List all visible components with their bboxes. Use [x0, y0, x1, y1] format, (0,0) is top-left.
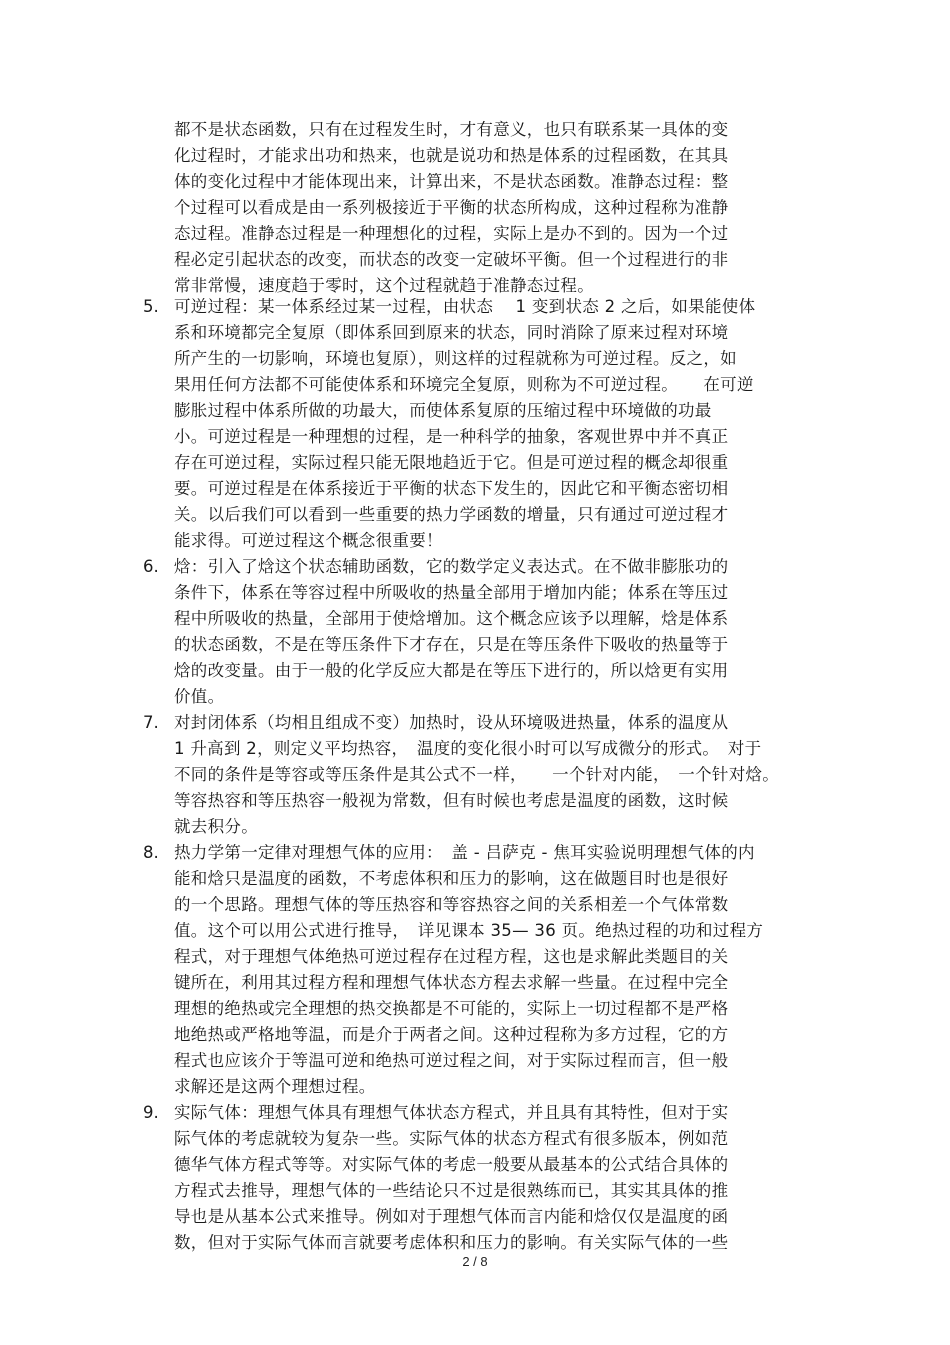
text-line: 价值。 — [174, 687, 225, 706]
list-number: 8. — [143, 843, 159, 862]
text-line: 所产生的一切影响，环境也复原），则这样的过程就称为可逆过程。反之，如 — [174, 349, 737, 368]
text-line: 个过程可以看成是由一系列极接近于平衡的状态所构成，这种过程称为准静 — [174, 198, 729, 217]
text-line: 对封闭体系（均相且组成不变）加热时，设从环境吸进热量，体系的温度从 — [174, 713, 729, 732]
list-number: 6. — [143, 557, 159, 576]
text-line: 果用任何方法都不可能使体系和环境完全复原，则称为不可逆过程。 在可逆 — [174, 375, 754, 394]
text-line: 际气体的考虑就较为复杂一些。实际气体的状态方程式有很多版本，例如范 — [174, 1129, 729, 1148]
text-line: 等容热容和等压热容一般视为常数，但有时候也考虑是温度的函数，这时候 — [174, 791, 729, 810]
text-line: 方程式去推导，理想气体的一些结论只不过是很熟练而已，其实其具体的推 — [174, 1181, 729, 1200]
list-number: 7. — [143, 713, 159, 732]
text-line: 可逆过程：某一体系经过某一过程，由状态 1 变到状态 2 之后，如果能使体 — [174, 297, 756, 316]
list-number: 5. — [143, 297, 159, 316]
text-line: 的一个思路。理想气体的等压热容和等容热容之间的关系相差一个气体常数 — [174, 895, 729, 914]
text-line: 德华气体方程式等等。对实际气体的考虑一般要从最基本的公式结合具体的 — [174, 1155, 729, 1174]
text-line: 膨胀过程中体系所做的功最大，而使体系复原的压缩过程中环境做的功最 — [174, 401, 712, 420]
text-line: 都不是状态函数，只有在过程发生时，才有意义，也只有联系某一具体的变 — [174, 120, 729, 139]
text-line: 导也是从基本公式来推导。例如对于理想气体而言内能和焓仅仅是温度的函 — [174, 1207, 729, 1226]
text-line: 化过程时，才能求出功和热来，也就是说功和热是体系的过程函数，在其具 — [174, 146, 729, 165]
text-line: 要。可逆过程是在体系接近于平衡的状态下发生的，因此它和平衡态密切相 — [174, 479, 729, 498]
text-line: 体的变化过程中才能体现出来，计算出来，不是状态函数。准静态过程：整 — [174, 172, 729, 191]
text-line: 不同的条件是等容或等压条件是其公式不一样， 一个针对内能， 一个针对焓。 — [174, 765, 780, 784]
text-line: 能求得。可逆过程这个概念很重要！ — [174, 531, 443, 550]
text-line: 条件下，体系在等容过程中所吸收的热量全部用于增加内能；体系在等压过 — [174, 583, 729, 602]
text-line: 程必定引起状态的改变，而状态的改变一定破坏平衡。但一个过程进行的非 — [174, 250, 729, 269]
text-line: 程中所吸收的热量，全部用于使焓增加。这个概念应该予以理解，焓是体系 — [174, 609, 729, 628]
text-line: 键所在，利用其过程方程和理想气体状态方程去求解一些量。在过程中完全 — [174, 973, 729, 992]
text-line: 实际气体：理想气体具有理想气体状态方程式，并且具有其特性，但对于实 — [174, 1103, 729, 1122]
text-line: 求解还是这两个理想过程。 — [174, 1077, 376, 1096]
page-number: 2 / 8 — [462, 1254, 488, 1269]
text-line: 焓：引入了焓这个状态辅助函数，它的数学定义表达式。在不做非膨胀功的 — [174, 557, 729, 576]
text-line: 的状态函数，不是在等压条件下才存在，只是在等压条件下吸收的热量等于 — [174, 635, 729, 654]
list-number: 9. — [143, 1103, 159, 1122]
text-line: 地绝热或严格地等温，而是介于两者之间。这种过程称为多方过程，它的方 — [174, 1025, 729, 1044]
text-line: 值。这个可以用公式进行推导， 详见课本 35— 36 页。绝热过程的功和过程方 — [174, 921, 764, 940]
text-line: 理想的绝热或完全理想的热交换都是不可能的，实际上一切过程都不是严格 — [174, 999, 729, 1018]
text-line: 常非常慢，速度趋于零时，这个过程就趋于准静态过程。 — [174, 276, 594, 295]
text-line: 程式，对于理想气体绝热可逆过程存在过程方程，这也是求解此类题目的关 — [174, 947, 729, 966]
text-line: 程式也应该介于等温可逆和绝热可逆过程之间，对于实际过程而言，但一般 — [174, 1051, 729, 1070]
text-line: 关。以后我们可以看到一些重要的热力学函数的增量，只有通过可逆过程才 — [174, 505, 729, 524]
text-line: 1 升高到 2，则定义平均热容， 温度的变化很小时可以写成微分的形式。 对于 — [174, 739, 762, 758]
text-line: 数，但对于实际气体而言就要考虑体积和压力的影响。有关实际气体的一些 — [174, 1233, 729, 1252]
text-line: 热力学第一定律对理想气体的应用： 盖 - 吕萨克 - 焦耳实验说明理想气体的内 — [174, 843, 755, 862]
text-line: 焓的改变量。由于一般的化学反应大都是在等压下进行的，所以焓更有实用 — [174, 661, 729, 680]
text-line: 态过程。准静态过程是一种理想化的过程，实际上是办不到的。因为一个过 — [174, 224, 729, 243]
text-line: 小。可逆过程是一种理想的过程，是一种科学的抽象，客观世界中并不真正 — [174, 427, 729, 446]
text-line: 就去积分。 — [174, 817, 258, 836]
text-line: 系和环境都完全复原（即体系回到原来的状态，同时消除了原来过程对环境 — [174, 323, 729, 342]
text-line: 能和焓只是温度的函数，不考虑体积和压力的影响，这在做题目时也是很好 — [174, 869, 729, 888]
text-line: 存在可逆过程，实际过程只能无限地趋近于它。但是可逆过程的概念却很重 — [174, 453, 729, 472]
